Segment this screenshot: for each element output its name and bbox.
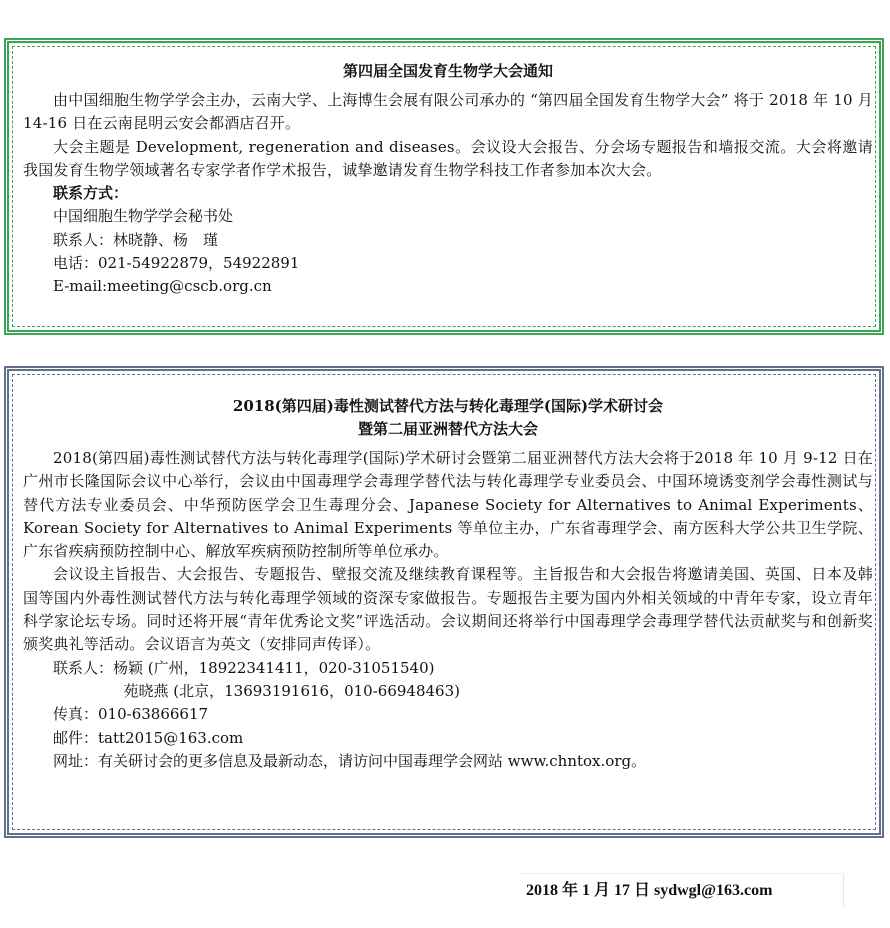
contact-org: 中国细胞生物学学会秘书处 (53, 207, 234, 226)
contact-person: 联系人：林晓静、杨 瑾 (53, 230, 219, 249)
contact-fax: 传真：010-63866617 (53, 705, 209, 724)
notice-title-line2: 暨第二届亚洲替代方法大会 (357, 420, 538, 438)
contact-mail: 邮件：tatt2015@163.com (53, 728, 244, 747)
notice-paragraph: 大会主题是 Development, regeneration and diseases。会议设大会报告、分会场专题报告和墙报交流。大会将邀请我国发育生物学领域著名专家学者作学术报告，诚挚邀请发育生物学科技工作者参加本次大会。 (23, 137, 873, 179)
contact-phone: 电话：021-54922879，54922891 (53, 254, 300, 273)
notice-box-toxicology-symposium (4, 366, 884, 838)
notice-content (23, 395, 873, 773)
notice-paragraph: 2018(第四届)毒性测试替代方法与转化毒理学(国际)学术研讨会暨第二届亚洲替代方法大会将于2018 年 10 月 9-12 日在广州市长隆国际会议中心举行，会议由中国毒理学会毒理学替代法与转化毒理学专业委员会、中国环境诱变剂学会毒性测试与替代方法专业委员会、中华预防医学会卫生毒理分会、Japanese Society for Alternatives to Animal Experiments、Korean Society for Alternatives to Animal Experiments 等单位主办，广东省毒理学会、南方医科大学公共卫生学院、广东省疾病预防控制中心、解放军疾病预防控制所等单位承办。 (23, 449, 873, 561)
contact-heading: 联系方式： (53, 184, 129, 203)
contact-person-2: 苑晓燕 (北京，13693191616，010-66948463) (123, 681, 460, 700)
contact-person-1: 联系人：杨颖 (广州，18922341411，020-31051540) (53, 658, 435, 677)
contact-website: 网址：有关研讨会的更多信息及最新动态，请访问中国毒理学会网站 www.chntox.org。 (53, 751, 647, 770)
notice-title: 第四届全国发育生物学大会通知 (342, 62, 553, 80)
notice-paragraph: 会议设主旨报告、大会报告、专题报告、壁报交流及继续教育课程等。主旨报告和大会报告将邀请美国、英国、日本及韩国等国内外毒性测试替代方法与转化毒理学领域的资深专家做报告。专题报告主要为国内外相关领域的中青年专家，设立青年科学家论坛专场。同时还将开展“青年优秀论文奖”评选活动。会议期间还将举行中国毒理学会毒理学替代法贡献奖与和创新奖颁奖典礼等活动。会议语言为英文（安排同声传译）。 (23, 565, 873, 654)
notice-title-line1: 2018(第四届)毒性测试替代方法与转化毒理学(国际)学术研讨会 (232, 397, 664, 415)
footer-date-email: 2018 年 1 月 17 日 sydwgl@163.com (518, 873, 844, 907)
notice-paragraph: 由中国细胞生物学学会主办，云南大学、上海博生会展有限公司承办的 “第四届全国发育生物学大会” 将于 2018 年 10 月 14-16 日在云南昆明云安会都酒店召开。 (23, 91, 873, 133)
contact-email: E-mail:meeting@cscb.org.cn (53, 277, 272, 296)
notice-box-development-biology (4, 38, 884, 335)
notice-content (23, 60, 873, 299)
